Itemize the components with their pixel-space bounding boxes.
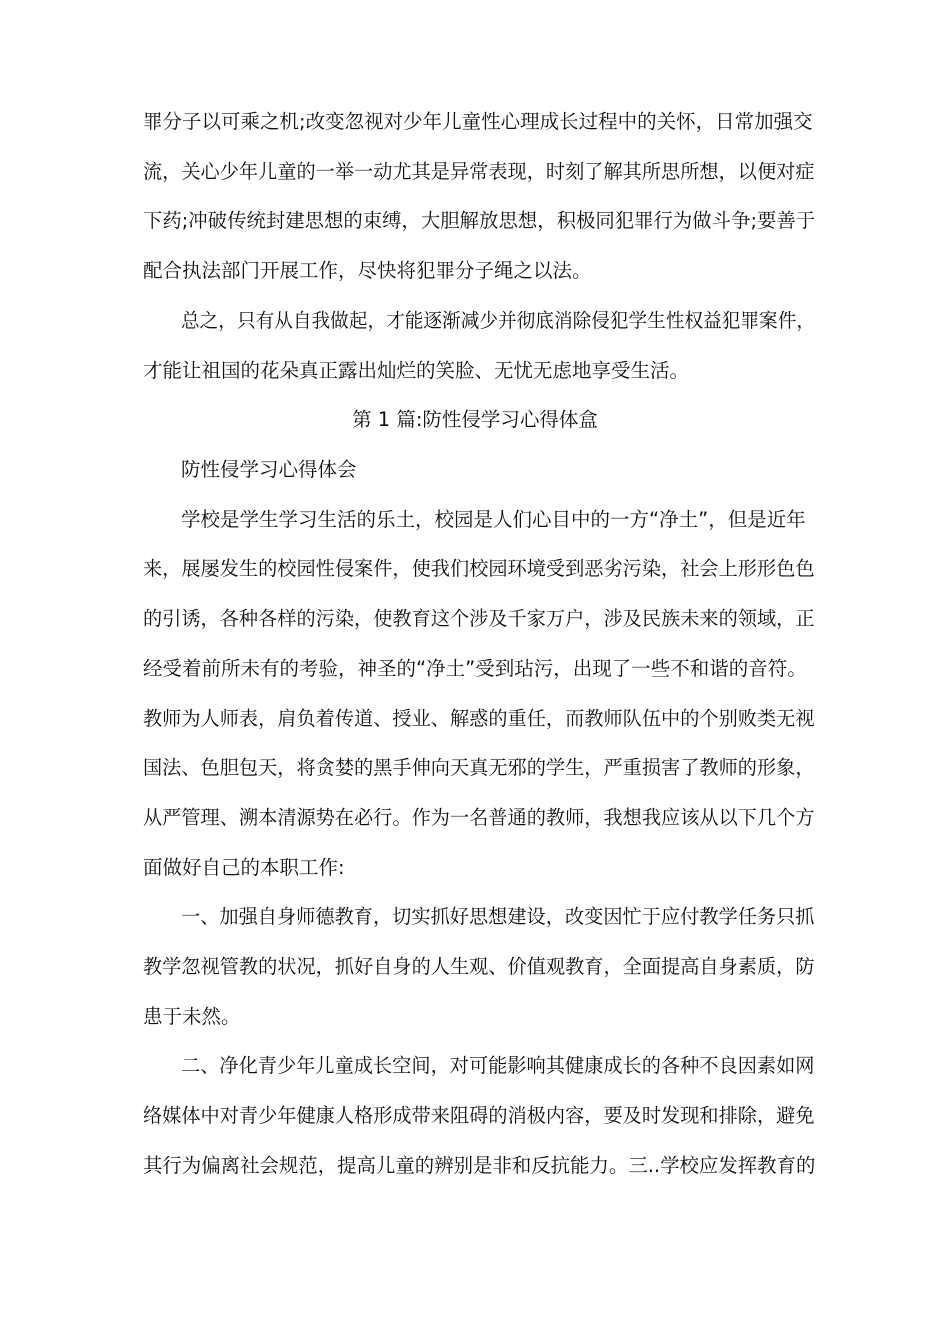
body-text-line: 才能让祖国的花朵真正露出灿烂的笑脸、无忧无虑地享受生活。: [143, 359, 690, 382]
body-text-line: 面做好自己的本职工作:: [143, 856, 345, 879]
body-text-line: 二、净化青少年儿童成长空间，对可能影响其健康成长的各种不良因素如网: [181, 1054, 815, 1077]
body-text-line: 的引诱，各种各样的污染，使教育这个涉及千家万户，涉及民族未来的领域，正: [143, 607, 815, 630]
body-text-line: 从严管理、溯本清源势在必行。作为一名普通的教师，我想我应该从以下几个方: [143, 806, 815, 829]
body-text-line: 学校是学生学习生活的乐土，校园是人们心目中的一方“净土”，但是近年: [181, 508, 806, 531]
body-text-line: 经受着前所未有的考验，神圣的“净土”受到玷污，出现了一些不和谐的音符。: [143, 657, 807, 680]
body-text-line: 其行为偏离社会规范，提高儿童的辨别是非和反抗能力。三..学校应发挥教育的: [143, 1154, 816, 1177]
section-title: 第 1 篇:防性侵学习心得体盒: [352, 408, 598, 431]
body-text-line: 来，展屡发生的校园性侵案件，使我们校园环境受到恶劣污染，社会上形形色色: [143, 557, 815, 580]
body-text-line: 教师为人师表，肩负着传道、授业、解惑的重任，而教师队伍中的个别败类无视: [143, 707, 815, 730]
body-text-line: 流，关心少年儿童的一举一动尤其是异常表现，时刻了解其所思所想，以便对症: [143, 160, 815, 183]
body-text-line: 下药;冲破传统封建思想的束缚，大胆解放思想，积极同犯罪行为做斗争;要善于: [143, 209, 816, 232]
body-text-line: 络媒体中对青少年健康人格形成带来阻碍的消极内容，要及时发现和排除，避免: [143, 1104, 815, 1127]
body-text-line: 配合执法部门开展工作，尽快将犯罪分子绳之以法。: [143, 259, 592, 282]
body-text-line: 国法、色胆包天，将贪婪的黑手伸向天真无邪的学生，严重损害了教师的形象，: [143, 756, 815, 779]
body-text-line: 总之，只有从自我做起，才能逐渐减少并彻底消除侵犯学生性权益犯罪案件，: [181, 309, 816, 332]
body-text-line: 患于未然。: [143, 1005, 241, 1028]
body-text-line: 一、加强自身师德教育，切实抓好思想建设，改变因忙于应付教学任务只抓: [181, 905, 815, 928]
body-text-line: 罪分子以可乘之机;改变忽视对少年儿童性心理成长过程中的关怀，日常加强交: [143, 110, 813, 133]
body-text-line: 教学忽视管教的状况，抓好自身的人生观、价值观教育，全面提高自身素质，防: [143, 955, 815, 978]
subtitle: 防性侵学习心得体会: [181, 458, 357, 481]
